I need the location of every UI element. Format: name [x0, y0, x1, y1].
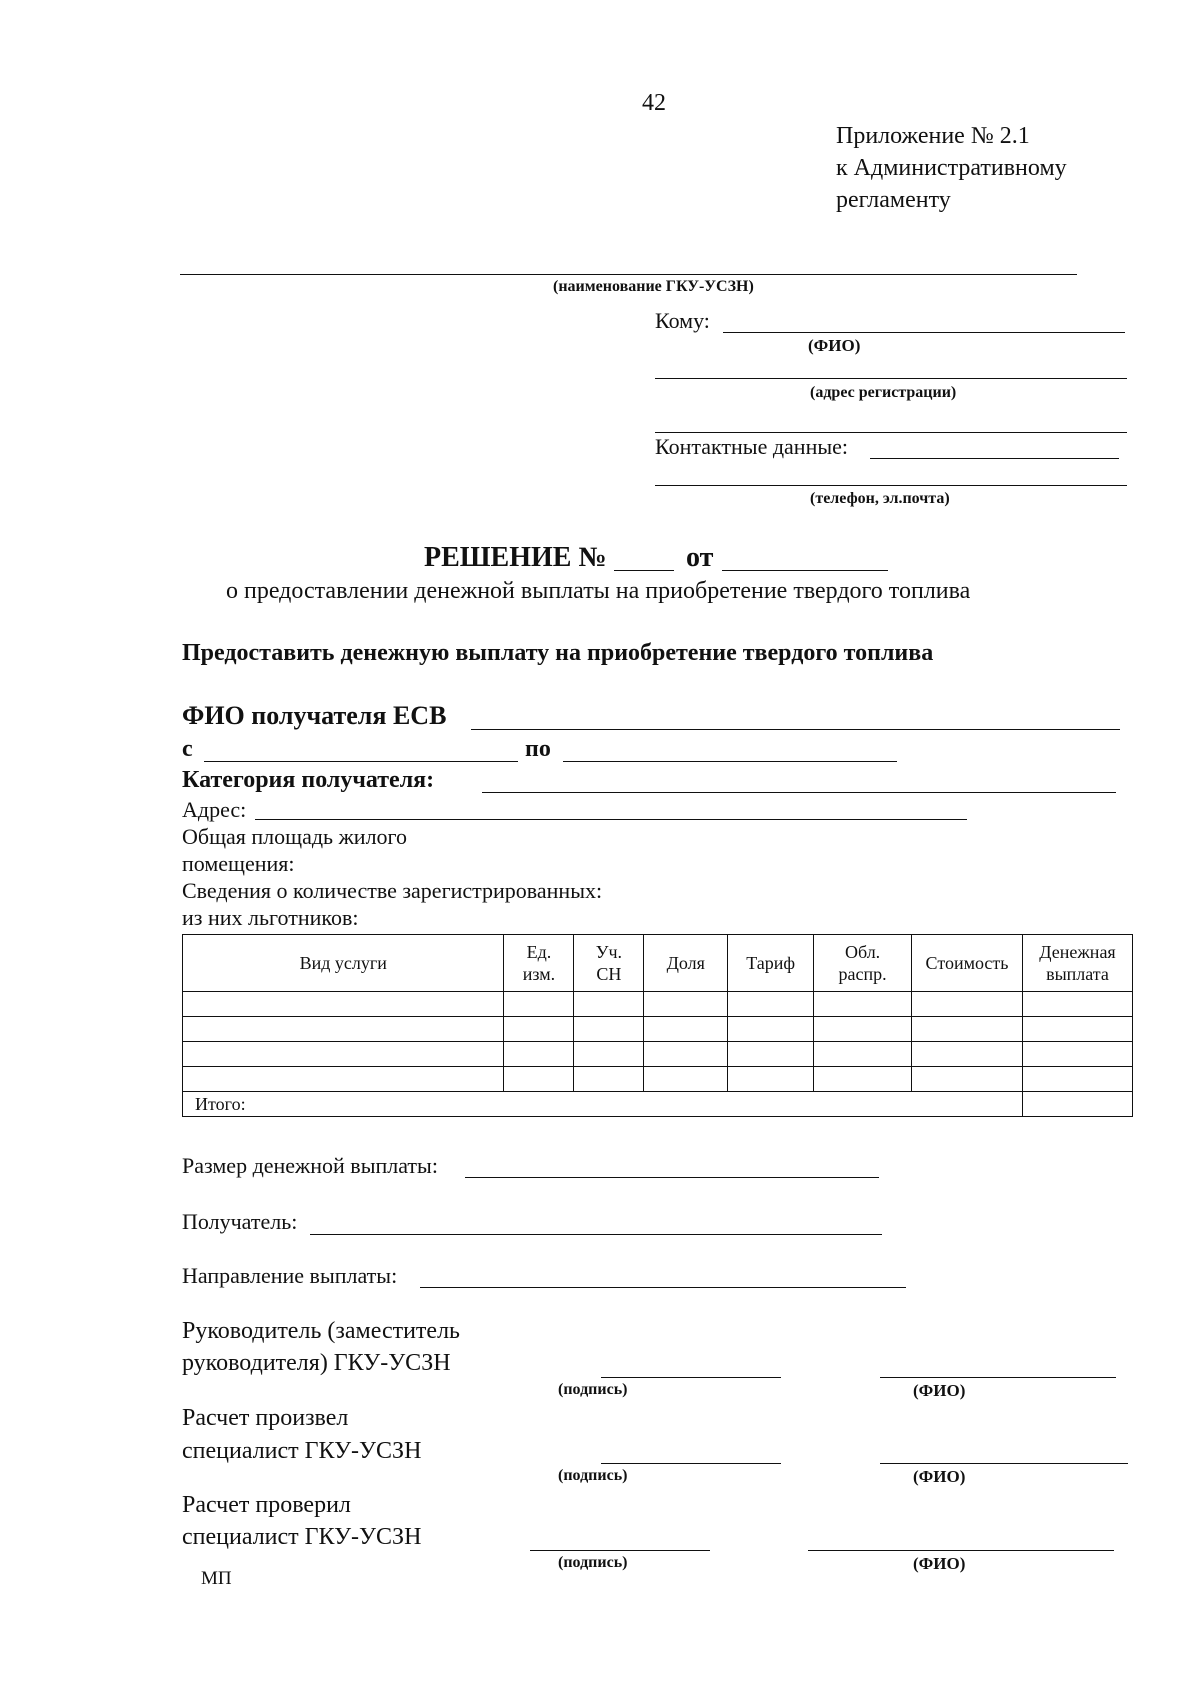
category-label: Категория получателя:	[182, 767, 435, 793]
head-label-line-1: Руководитель (заместитель	[182, 1318, 460, 1344]
header-cost: Стоимость	[912, 935, 1023, 992]
period-to-label: по	[525, 736, 551, 762]
head-fio-line	[880, 1377, 1116, 1378]
payment-recipient-label: Получатель:	[182, 1209, 298, 1234]
header-service-type: Вид услуги	[183, 935, 504, 992]
check-label-line-2: специалист ГКУ-УСЗН	[182, 1524, 422, 1550]
org-name-caption: (наименование ГКУ-УСЗН)	[553, 278, 754, 295]
calc-fio-line	[880, 1463, 1128, 1464]
check-fio-caption: (ФИО)	[913, 1554, 966, 1573]
header-regional: Обл. распр.	[814, 935, 912, 992]
total-label: Итого:	[183, 1092, 1023, 1117]
recipient-address-line	[255, 819, 967, 820]
total-value	[1022, 1092, 1132, 1117]
calc-signature-line	[601, 1463, 781, 1464]
services-table	[182, 934, 1133, 1117]
org-name-line	[180, 274, 1077, 275]
decision-subtitle: о предоставлении денежной выплаты на приобретение твердого топлива	[226, 578, 971, 604]
to-label: Кому:	[655, 308, 710, 333]
table-row	[183, 1042, 1133, 1067]
contacts-line-2	[655, 485, 1127, 486]
head-signature-line	[601, 1377, 781, 1378]
registered-label: Сведения о количестве зарегистрированных:	[182, 878, 603, 903]
grant-heading: Предоставить денежную выплату на приобретение твердого топлива	[182, 640, 934, 666]
contacts-line	[870, 458, 1119, 459]
decision-title-from: от	[686, 542, 714, 573]
stamp-place: МП	[201, 1568, 232, 1589]
area-label-line-1: Общая площадь жилого	[182, 824, 408, 849]
address-line	[655, 378, 1127, 379]
check-signature-line	[530, 1550, 710, 1551]
calc-label-line-2: специалист ГКУ-УСЗН	[182, 1438, 422, 1464]
head-fio-caption: (ФИО)	[913, 1381, 966, 1400]
fio-caption: (ФИО)	[808, 336, 861, 355]
header-share: Доля	[644, 935, 728, 992]
area-label-line-2: помещения:	[182, 851, 295, 876]
calc-label-line-1: Расчет произвел	[182, 1405, 349, 1431]
decision-number-line	[614, 570, 674, 571]
header-unit: Ед. изм.	[504, 935, 574, 992]
recipient-fio-label: ФИО получателя ЕСВ	[182, 701, 447, 730]
address-caption: (адрес регистрации)	[810, 384, 957, 401]
payment-direction-line	[420, 1287, 906, 1288]
appendix-line-1: Приложение № 2.1	[836, 123, 1030, 149]
payment-recipient-line	[310, 1234, 882, 1235]
decision-title-prefix: РЕШЕНИЕ №	[424, 542, 607, 573]
head-signature-caption: (подпись)	[558, 1381, 628, 1398]
recipient-fio-line	[471, 729, 1120, 730]
header-tariff: Тариф	[728, 935, 814, 992]
page-number: 42	[642, 90, 666, 116]
appendix-line-2: к Административному	[836, 155, 1067, 181]
check-label-line-1: Расчет проверил	[182, 1492, 351, 1518]
check-fio-line	[808, 1550, 1114, 1551]
table-total-row	[183, 1092, 1133, 1117]
calc-fio-caption: (ФИО)	[913, 1467, 966, 1486]
to-fio-line	[723, 332, 1125, 333]
table-row	[183, 1067, 1133, 1092]
contacts-caption: (телефон, эл.почта)	[810, 490, 950, 507]
payment-amount-line	[465, 1177, 879, 1178]
header-payment: Денежная выплата	[1022, 935, 1132, 992]
period-from-label: с	[182, 736, 193, 762]
check-signature-caption: (подпись)	[558, 1554, 628, 1571]
appendix-line-3: регламенту	[836, 187, 951, 213]
category-line	[482, 792, 1116, 793]
payment-amount-label: Размер денежной выплаты:	[182, 1153, 438, 1178]
address-label: Адрес:	[182, 797, 247, 822]
contacts-label: Контактные данные:	[655, 434, 848, 459]
table-header-row	[183, 935, 1133, 992]
beneficiaries-label: из них льготников:	[182, 905, 359, 930]
period-from-line	[204, 761, 518, 762]
header-sn: Уч. СН	[574, 935, 644, 992]
table-row	[183, 1017, 1133, 1042]
decision-date-line	[722, 570, 888, 571]
calc-signature-caption: (подпись)	[558, 1467, 628, 1484]
address-line-2	[655, 432, 1127, 433]
payment-direction-label: Направление выплаты:	[182, 1263, 398, 1288]
period-to-line	[563, 761, 897, 762]
table-row	[183, 992, 1133, 1017]
head-label-line-2: руководителя) ГКУ-УСЗН	[182, 1350, 451, 1376]
